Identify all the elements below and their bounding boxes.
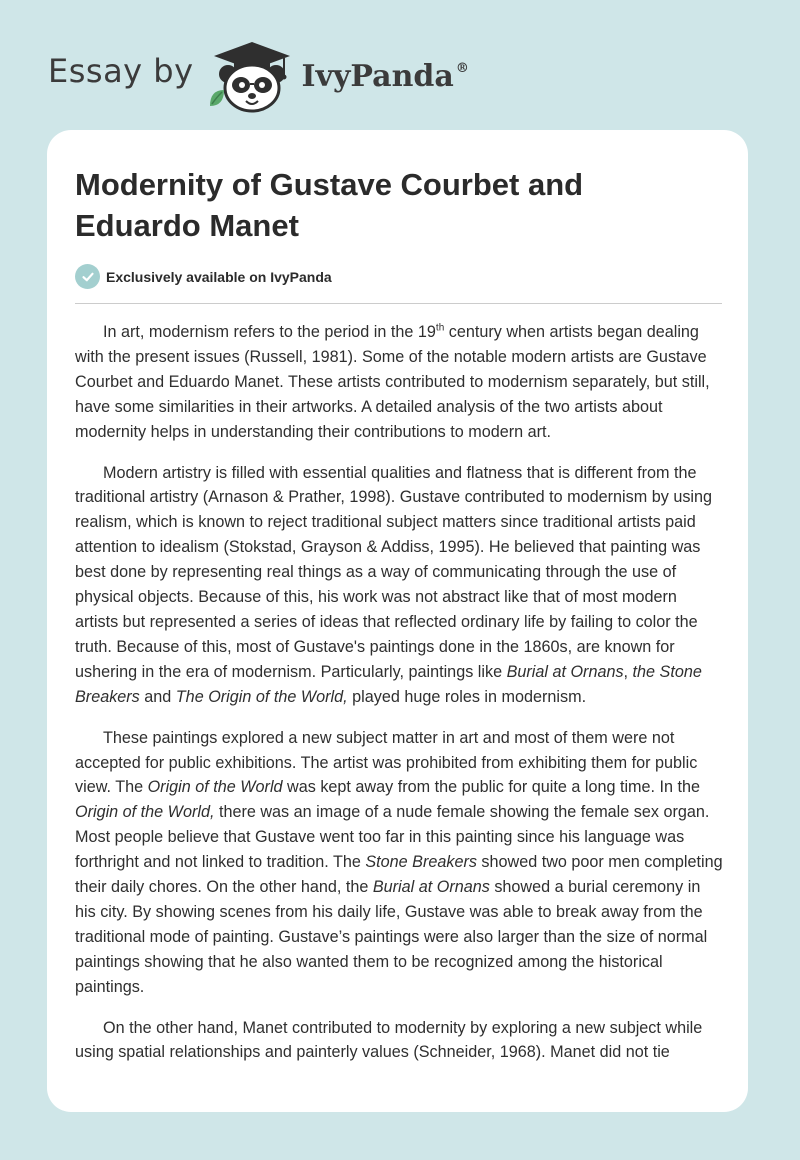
essay-by-label: Essay by — [48, 52, 194, 90]
divider — [75, 303, 722, 304]
paragraph: On the other hand, Manet contributed to modernity by exploring a new subject while using spatial relationships and painterly values (Schneider, 1968). Manet did not tie — [75, 1018, 703, 1062]
brand-name: IvyPanda — [301, 58, 454, 94]
brand-logo[interactable] — [302, 59, 469, 94]
paragraph: In art, modernism refers to the period in the 19th century when artists began dealing with the present issues (Russell, 1981). Some of the notable modern artists are Gustave Courbet and Eduardo Manet. These artists contributed to modernism separately, but still, have some similarities in their artworks. A detailed analysis of the two artists about modernity helps in understanding their contributions to modern art. — [75, 322, 710, 441]
essay-body — [75, 320, 723, 1081]
exclusive-badge-label: Exclusively available on IvyPanda — [106, 268, 332, 285]
exclusive-badge — [75, 264, 332, 289]
panda-graduate-icon[interactable] — [204, 34, 296, 114]
site-header — [48, 34, 469, 114]
paragraph: Modern artistry is filled with essential qualities and flatness that is different from the traditional artistry (Arnason & Prather, 1998). Gustave contributed to modernism by using realism, which is known to reject traditional subject matters since traditional artists paid attention to idealism (Stokstad, Grayson & Addiss, 1995). He believed that painting was best done by representing real things as a way of communicating through the use of physical objects. Because of this, his work was not abstract like that of most modern artists but represented a series of ideas that reflected ordinary life by failing to color the truth. Because of this, most of Gustave's paintings done in the 1860s, are known for ushering in the era of modernism. Particularly, paintings like Burial at Ornans, the Stone Breakers and The Origin of the World, played huge roles in modernism. — [75, 463, 713, 706]
check-icon — [75, 264, 100, 289]
registered-mark: ® — [455, 60, 469, 76]
essay-card — [47, 130, 748, 1112]
essay-title: Modernity of Gustave Courbet and Eduardo Manet — [75, 167, 584, 243]
paragraph: These paintings explored a new subject matter in art and most of them were not accepted for public exhibitions. The artist was prohibited from exhibiting them for public view. The Origin of the World was kept away from the public for quite a long time. In the Origin of the World, there was an image of a nude female showing the female sex organ. Most people believe that Gustave went too far in this painting since his language was forthright and not linked to tradition. The Stone Breakers showed two poor men completing their daily chores. On the other hand, the Burial at Ornans showed a burial ceremony in his city. By showing scenes from his daily life, Gustave was able to break away from the traditional mode of painting. Gustave’s paintings were also larger than the size of normal paintings showing that he also wanted them to be recognized among the historical paintings. — [75, 728, 723, 996]
